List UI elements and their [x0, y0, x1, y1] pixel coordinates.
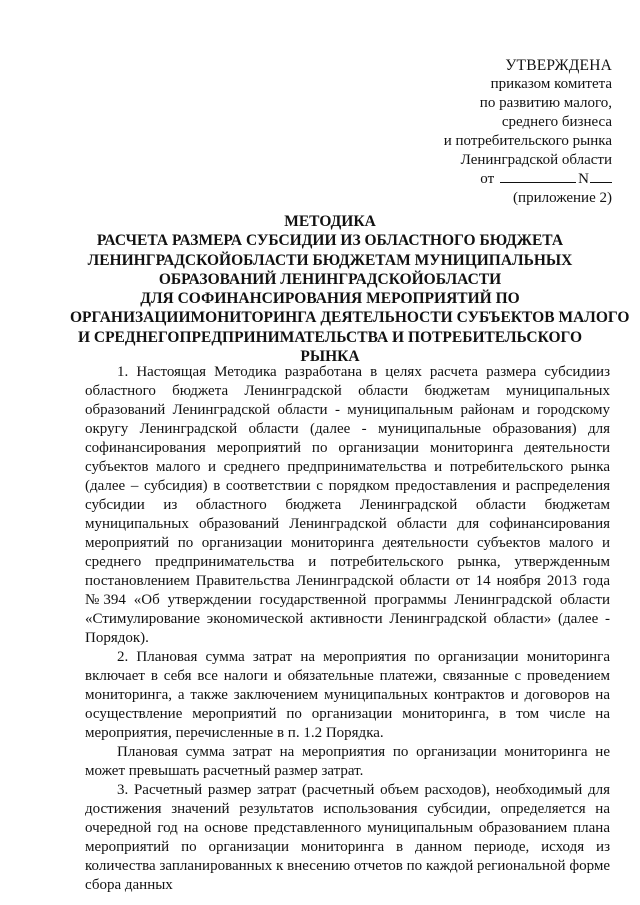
title-line: ОРГАНИЗАЦИИМОНИТОРИНГА ДЕЯТЕЛЬНОСТИ СУБЪЕКТОВ МАЛОГО — [70, 309, 630, 327]
number-blank — [590, 170, 612, 183]
appendix-label: (приложение 2) — [513, 190, 612, 206]
paragraph-1: 1. Настоящая Методика разработана в целях расчета размера субсидииз областного бюджета Ленинградской области бюджетам муниципальных образований Ленинградской области - муниципальным районам и городскому округу Ленинградской области (далее - муниципальные образования) для софинансирования мероприятий по организации мониторинга деятельности субъектов малого и среднего предпринимательства и потребительского рынка (далее – субсидия) в соответствии с порядком предоставления и распределения субсидии из областного бюджета Ленинградской области бюджетам муниципальных образований Ленинградской области для софинансирования мероприятий по организации мониторинга деятельности субъектов малого и среднего предпринимательства и потребительского рынка, утвержденным постановлением Правительства Ленинградской области от 14 ноября 2013 года №394 «Об утверждении государственной программы Ленинградской области «Стимулирование экономической активности Ленинградской области» (далее - Порядок). — [85, 364, 610, 646]
date-blank — [500, 170, 576, 183]
number-prefix: N — [578, 171, 589, 187]
approval-line: и потребительского рынка — [443, 133, 612, 149]
document-body — [85, 363, 610, 895]
approval-date-row — [352, 170, 612, 189]
approval-line: среднего бизнеса — [501, 114, 612, 130]
paragraph-2: 2. Плановая сумма затрат на мероприятия по организации мониторинга включает в себя все налоги и обязательные платежи, связанные с проведением мониторинга, а также заключением муниципальных контрактов и договоров на осуществление мероприятий по организации мониторинга, в том числе на мероприятия, перечисленные в п. 1.2 Порядка. — [85, 649, 610, 741]
approval-line: Ленинградской области — [460, 152, 612, 168]
paragraph-3: 3. Расчетный размер затрат (расчетный объем расходов), необходимый для достижения значений результатов использования субсидии, определяется на очередной год на основе представленного муниципальным образованием плана мероприятий по организации мониторинга в данном периоде, исходя из количества запланированных к внесению отчетов по каждой региональной форме сбора данных — [85, 782, 610, 893]
approval-heading: УТВЕРЖДЕНА — [505, 57, 612, 74]
title-line: ОБРАЗОВАНИЙ ЛЕНИНГРАДСКОЙОБЛАСТИ — [158, 270, 502, 288]
document-title — [70, 212, 630, 366]
title-line: ДЛЯ СОФИНАНСИРОВАНИЯ МЕРОПРИЯТИЙ ПО — [140, 290, 520, 308]
title-line: И СРЕДНЕГОПРЕДПРИНИМАТЕЛЬСТВА И ПОТРЕБИТЕЛЬСКОГО — [77, 328, 583, 346]
title-line: РЫНКА — [300, 348, 360, 366]
approval-line: приказом комитета — [490, 76, 612, 92]
title-line: МЕТОДИКА — [284, 213, 376, 230]
title-line: ЛЕНИНГРАДСКОЙОБЛАСТИ БЮДЖЕТАМ МУНИЦИПАЛЬНЫХ — [87, 251, 573, 269]
date-prefix: от — [480, 171, 495, 187]
approval-stamp — [352, 56, 612, 208]
title-line: РАСЧЕТА РАЗМЕРА СУБСИДИИ ИЗ ОБЛАСТНОГО БЮДЖЕТА — [96, 232, 564, 250]
paragraph-2-note: Плановая сумма затрат на мероприятия по организации мониторинга не может превышать расчетный размер затрат. — [85, 744, 610, 779]
approval-line: по развитию малого, — [479, 95, 612, 111]
